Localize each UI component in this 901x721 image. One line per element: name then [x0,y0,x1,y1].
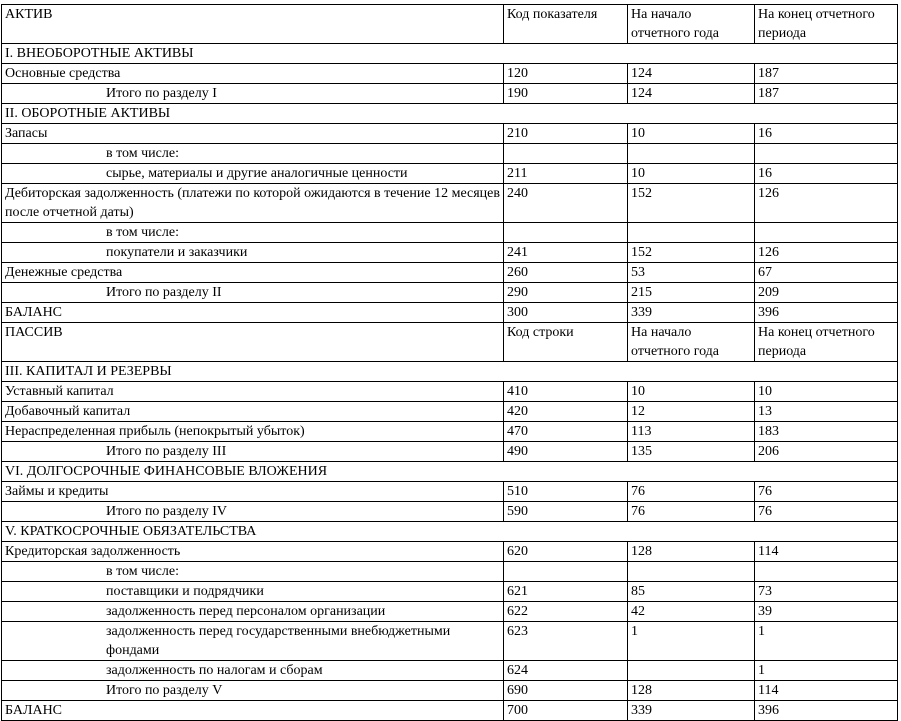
table-row [2,602,898,622]
table-row [2,84,898,104]
table-row [2,303,898,323]
row-label: Итого по разделу V [2,681,504,701]
header-label: АКТИВ [2,5,504,44]
row-code: 623 [504,622,628,661]
row-label: Итого по разделу I [2,84,504,104]
row-code: 190 [504,84,628,104]
row-label: БАЛАНС [2,701,504,721]
table-row [2,64,898,84]
table-row [2,402,898,422]
row-code: 420 [504,402,628,422]
row-start-value [628,661,755,681]
row-code: 260 [504,263,628,283]
table-row [2,184,898,223]
row-code: 241 [504,243,628,263]
table-row [2,422,898,442]
balance-sheet-table [1,4,898,721]
row-end-value: 73 [755,582,898,602]
row-code [504,223,628,243]
section-title: V. КРАТКОСРОЧНЫЕ ОБЯЗАТЕЛЬСТВА [2,522,898,542]
row-label: Запасы [2,124,504,144]
row-end-value: 10 [755,382,898,402]
table-row [2,283,898,303]
row-start-value: 128 [628,681,755,701]
row-label: Кредиторская задолженность [2,542,504,562]
row-start-value: 152 [628,184,755,223]
row-end-value: 114 [755,542,898,562]
row-start-value: 76 [628,482,755,502]
row-label: БАЛАНС [2,303,504,323]
row-end-value [755,144,898,164]
table-row [2,442,898,462]
row-end-value: 39 [755,602,898,622]
row-label: Основные средства [2,64,504,84]
row-label: в том числе: [2,562,504,582]
row-code: 510 [504,482,628,502]
row-code [504,562,628,582]
row-end-value: 114 [755,681,898,701]
row-code: 622 [504,602,628,622]
row-label: Добавочный капитал [2,402,504,422]
row-code: 210 [504,124,628,144]
header-code: Код строки [504,323,628,362]
row-start-value: 1 [628,622,755,661]
row-end-value: 396 [755,303,898,323]
table-row [2,482,898,502]
table-row [2,164,898,184]
row-end-value: 183 [755,422,898,442]
header-start: На начало отчетного года [628,5,755,44]
section-row [2,44,898,64]
row-end-value: 126 [755,184,898,223]
section-row [2,362,898,382]
table-row [2,622,898,661]
row-start-value [628,223,755,243]
row-start-value: 113 [628,422,755,442]
row-start-value: 339 [628,303,755,323]
section-title: I. ВНЕОБОРОТНЫЕ АКТИВЫ [2,44,898,64]
row-label: Займы и кредиты [2,482,504,502]
table-row [2,223,898,243]
section-title: II. ОБОРОТНЫЕ АКТИВЫ [2,104,898,124]
row-start-value: 339 [628,701,755,721]
row-end-value: 187 [755,64,898,84]
row-code: 240 [504,184,628,223]
row-end-value: 76 [755,502,898,522]
header-row-activ [2,5,898,44]
table-row [2,562,898,582]
row-label: в том числе: [2,144,504,164]
row-end-value [755,562,898,582]
row-end-value: 13 [755,402,898,422]
row-end-value: 16 [755,124,898,144]
row-code: 120 [504,64,628,84]
row-code: 211 [504,164,628,184]
row-start-value: 215 [628,283,755,303]
row-code: 590 [504,502,628,522]
row-code: 470 [504,422,628,442]
row-label: Нераспределенная прибыль (непокрытый убыток) [2,422,504,442]
row-label: задолженность перед государственными внебюджетными фондами [2,622,504,661]
row-code: 620 [504,542,628,562]
row-end-value: 206 [755,442,898,462]
table-row [2,681,898,701]
row-start-value [628,562,755,582]
table-row [2,124,898,144]
row-label: поставщики и подрядчики [2,582,504,602]
row-code: 410 [504,382,628,402]
row-label: сырье, материалы и другие аналогичные ценности [2,164,504,184]
row-start-value: 85 [628,582,755,602]
row-start-value: 10 [628,382,755,402]
table-row [2,661,898,681]
table-row [2,144,898,164]
row-code: 621 [504,582,628,602]
header-row-passiv [2,323,898,362]
row-end-value: 1 [755,622,898,661]
row-start-value: 42 [628,602,755,622]
row-start-value: 10 [628,164,755,184]
row-start-value: 135 [628,442,755,462]
row-start-value: 124 [628,64,755,84]
row-end-value: 67 [755,263,898,283]
row-start-value: 124 [628,84,755,104]
row-end-value: 1 [755,661,898,681]
table-row [2,382,898,402]
header-end: На конец отчетного периода [755,5,898,44]
row-start-value: 10 [628,124,755,144]
header-code: Код показателя [504,5,628,44]
section-row [2,522,898,542]
section-row [2,104,898,124]
row-code: 490 [504,442,628,462]
row-end-value: 209 [755,283,898,303]
header-start: На начало отчетного года [628,323,755,362]
row-end-value: 187 [755,84,898,104]
row-label: в том числе: [2,223,504,243]
row-label: покупатели и заказчики [2,243,504,263]
row-end-value: 396 [755,701,898,721]
table-row [2,502,898,522]
row-start-value: 12 [628,402,755,422]
row-code: 290 [504,283,628,303]
row-start-value: 128 [628,542,755,562]
row-start-value [628,144,755,164]
row-start-value: 76 [628,502,755,522]
table-row [2,701,898,721]
row-start-value: 152 [628,243,755,263]
row-label: задолженность по налогам и сборам [2,661,504,681]
balance-sheet-body [2,5,898,721]
table-row [2,542,898,562]
row-label: Денежные средства [2,263,504,283]
row-start-value: 53 [628,263,755,283]
row-end-value [755,223,898,243]
row-label: Итого по разделу IV [2,502,504,522]
row-end-value: 76 [755,482,898,502]
header-end: На конец отчетного периода [755,323,898,362]
section-row [2,462,898,482]
row-end-value: 126 [755,243,898,263]
table-row [2,263,898,283]
section-title: III. КАПИТАЛ И РЕЗЕРВЫ [2,362,898,382]
row-label: Итого по разделу III [2,442,504,462]
section-title: VI. ДОЛГОСРОЧНЫЕ ФИНАНСОВЫЕ ВЛОЖЕНИЯ [2,462,898,482]
row-label: Дебиторская задолженность (платежи по которой ожидаются в течение 12 месяцев после отчетной даты) [2,184,504,223]
row-label: Итого по разделу II [2,283,504,303]
row-label: Уставный капитал [2,382,504,402]
row-code [504,144,628,164]
header-label: ПАССИВ [2,323,504,362]
row-code: 624 [504,661,628,681]
table-row [2,243,898,263]
row-code: 690 [504,681,628,701]
table-row [2,582,898,602]
row-code: 300 [504,303,628,323]
row-end-value: 16 [755,164,898,184]
row-code: 700 [504,701,628,721]
row-label: задолженность перед персоналом организации [2,602,504,622]
